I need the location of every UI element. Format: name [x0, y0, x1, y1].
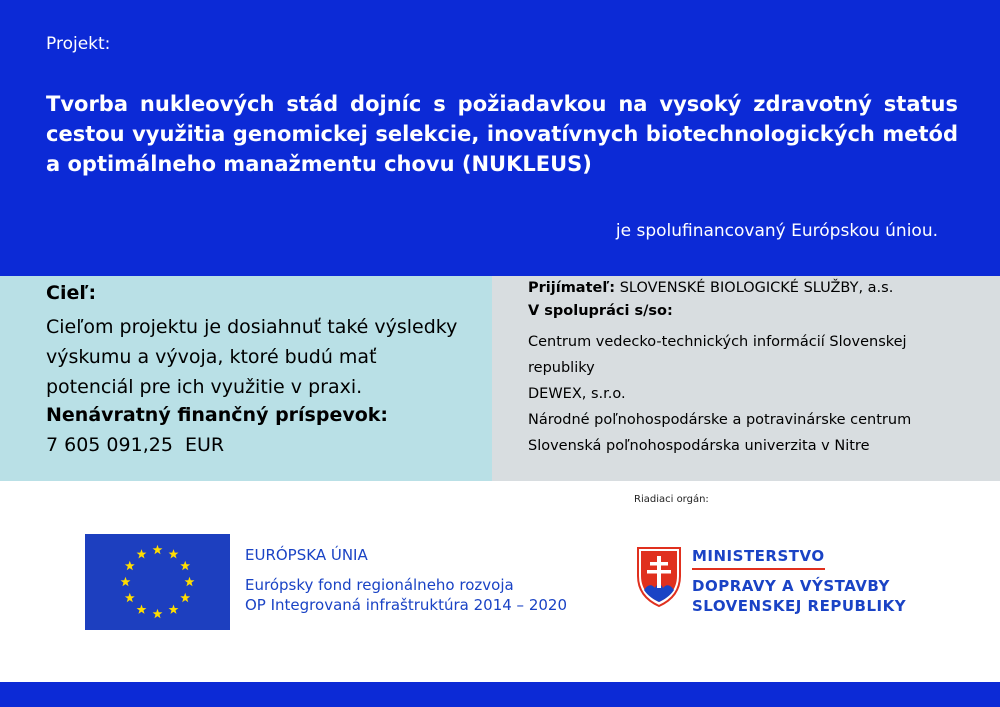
ministry-line1: MINISTERSTVO	[692, 546, 825, 570]
cofinanced-text: je spolufinancovaný Európskou úniou.	[615, 221, 938, 241]
cooperation-label: V spolupráci s/so:	[528, 303, 673, 319]
eu-star-icon	[121, 577, 131, 586]
eu-star-icon	[185, 577, 195, 586]
ministry-line2: DOPRAVY A VÝSTAVBY	[692, 577, 890, 595]
bottom-bar	[0, 682, 1000, 707]
ministry-name	[692, 546, 906, 616]
grant-label: Nenávratný finančný príspevok:	[46, 404, 389, 426]
slovak-coat-of-arms-icon	[636, 546, 682, 608]
recipient-label: Prijímateľ:	[528, 280, 616, 296]
eu-star-icon	[180, 593, 190, 602]
goal-label: Cieľ:	[46, 282, 97, 304]
eu-fund: Európsky fond regionálneho rozvoja	[245, 576, 514, 594]
goal-text: Cieľom projektu je dosiahnuť také výsledky výskumu a vývoja, ktoré budú mať potenciál pre ich využitie v praxi.	[46, 316, 458, 398]
eu-star-icon	[169, 605, 179, 614]
recipient-line	[528, 280, 893, 296]
partner-item: DEWEX, s.r.o.	[528, 386, 626, 402]
project-label: Projekt:	[46, 34, 111, 54]
eu-star-icon	[137, 549, 147, 558]
eu-star-icon	[153, 545, 163, 554]
partner-item: Slovenská poľnohospodárska univerzita v Nitre	[528, 438, 870, 454]
partner-item: Centrum vedecko-technických informácií Slovenskej republiky	[528, 334, 907, 376]
eu-star-icon	[137, 605, 147, 614]
partner-item: Národné poľnohospodárske a potravinárske centrum	[528, 412, 912, 428]
managing-authority-label: Riadiaci orgán:	[634, 494, 709, 505]
grant-value: 7 605 091,25 EUR	[46, 434, 225, 456]
eu-star-icon	[153, 609, 163, 618]
eu-star-icon	[125, 593, 135, 602]
header-banner	[0, 0, 1000, 276]
ministry-line3: SLOVENSKEJ REPUBLIKY	[692, 597, 907, 615]
project-title: Tvorba nukleových stád dojníc s požiadavkou na vysoký zdravotný status cestou využitia genomickej selekcie, inovatívnych biotechnologických metód a optimálneho manažmentu chovu (NUKLEUS)	[46, 92, 958, 176]
eu-star-icon	[169, 549, 179, 558]
eu-star-icon	[125, 561, 135, 570]
eu-program: OP Integrovaná infraštruktúra 2014 – 2020	[245, 596, 568, 614]
partners-list	[528, 329, 958, 459]
eu-star-icon	[180, 561, 190, 570]
eu-text-block	[245, 545, 567, 615]
eu-name: EURÓPSKA ÚNIA	[245, 546, 368, 564]
recipient-name: SLOVENSKÉ BIOLOGICKÉ SLUŽBY, a.s.	[619, 280, 894, 296]
eu-flag-icon	[85, 534, 230, 630]
